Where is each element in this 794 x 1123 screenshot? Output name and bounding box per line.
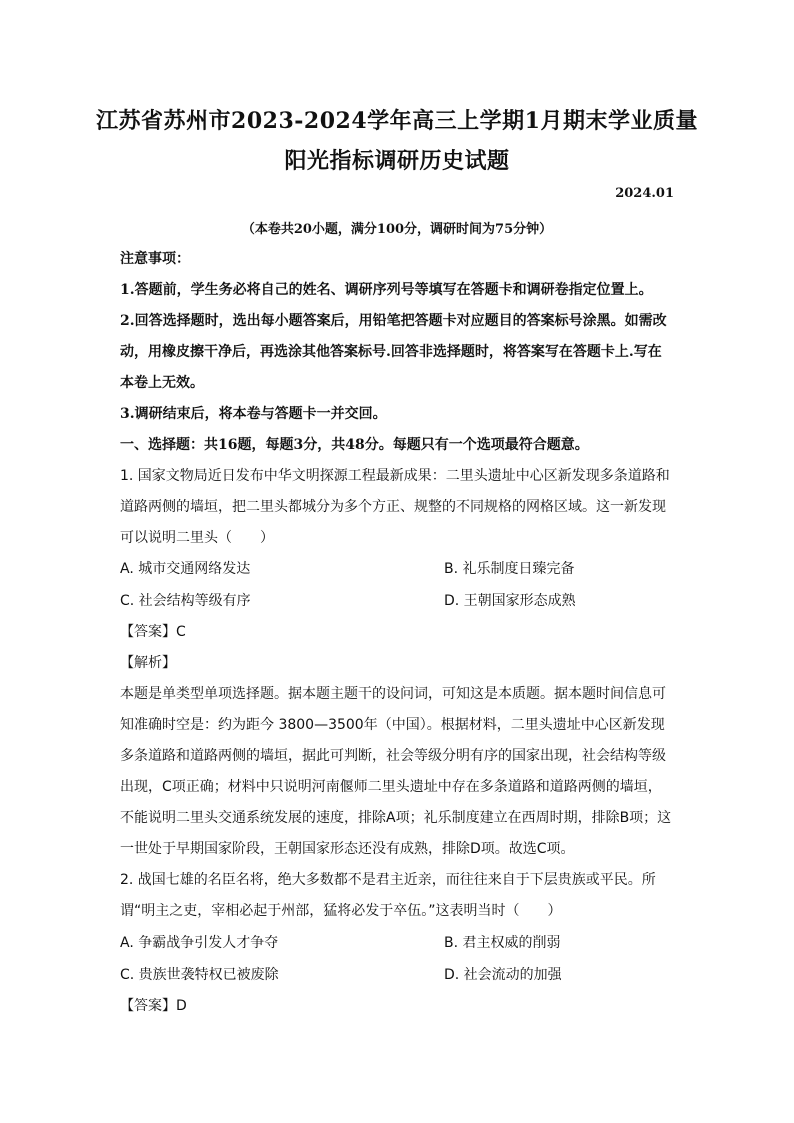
question-1-option-c: C. 社会结构等级有序 xyxy=(120,593,251,609)
exam-info: （本卷共20小题，满分100分，调研时间为75分钟） xyxy=(241,222,553,237)
question-1-answer: 【答案】C xyxy=(120,624,186,640)
question-1-analysis: 本题是单类型单项选择题。据本题主题干的设问词，可知这是本质题。据本题时间信息可知准确时空是：约为距今 3800—3500年（中国）。根据材料，二里头遗址中心区新发现多条道路和道路两侧的墙垣，据此可判断，社会等级分明有序的国家出现，社会结构等级出现，C项正确；材料中只说明河南偃师二里头遗址中存在多条道路和道路两侧的墙垣，不能说明二里头交通系统发展的速度，排除A项；礼乐制度建立在西周时期，排除B项；这一世处于早期国家阶段，王朝国家形态还没有成熟，排除D项。故选C项。 xyxy=(120,686,672,857)
question-1-options-row-2 xyxy=(120,586,674,617)
question-2-option-a: A. 争霸战争引发人才争夺 xyxy=(120,935,279,951)
exam-date: 2024.01 xyxy=(615,186,674,201)
notes-heading: 注意事项： xyxy=(120,251,190,267)
question-2-options-row-2 xyxy=(120,960,674,991)
notes-item-2: 2.回答选择题时，选出每小题答案后，用铅笔把答题卡对应题目的答案标号涂黑。如需改动，用橡皮擦干净后，再选涂其他答案标号.回答非选择题时，将答案写在答题卡上.写在本卷上无效。 xyxy=(120,313,667,391)
question-1-option-a: A. 城市交通网络发达 xyxy=(120,561,251,577)
question-2-stem: 2. 战国七雄的名臣名将，绝大多数都不是君主近亲，而往往来自于下层贵族或平民。所谓“明主之吏，宰相必起于州部，猛将必发于卒伍。”这表明当时（ ） xyxy=(120,872,656,919)
question-1-stem: 1. 国家文物局近日发布中华文明探源工程最新成果：二里头遗址中心区新发现多条道路和道路两侧的墙垣，把二里头都城分为多个方正、规整的不同规格的网格区域。这一新发现可以说明二里头（ ） xyxy=(120,468,670,546)
question-2-option-d: D. 社会流动的加强 xyxy=(444,967,562,983)
doc-title-line-1: 江苏省苏州市2023-2024学年高三上学期1月期末学业质量 xyxy=(96,108,698,134)
question-2-answer: 【答案】D xyxy=(120,998,187,1014)
question-1-analysis-heading: 【解析】 xyxy=(120,655,176,671)
notes-item-3: 3.调研结束后，将本卷与答题卡一并交回。 xyxy=(120,406,387,422)
section-heading: 一、选择题：共16题，每题3分，共48分。每题只有一个选项最符合题意。 xyxy=(120,437,589,453)
question-1-option-b: B. 礼乐制度日臻完备 xyxy=(444,561,575,577)
doc-title-line-2: 阳光指标调研历史试题 xyxy=(284,148,510,174)
question-2-option-b: B. 君主权威的削弱 xyxy=(444,935,561,951)
question-1-option-d: D. 王朝国家形态成熟 xyxy=(444,593,576,609)
question-1-options-row-1 xyxy=(120,554,674,585)
question-2-options-row-1 xyxy=(120,928,674,959)
question-2-option-c: C. 贵族世袭特权已被废除 xyxy=(120,967,279,983)
notes-item-1: 1.答题前，学生务必将自己的姓名、调研序列号等填写在答题卡和调研卷指定位置上。 xyxy=(120,282,653,298)
